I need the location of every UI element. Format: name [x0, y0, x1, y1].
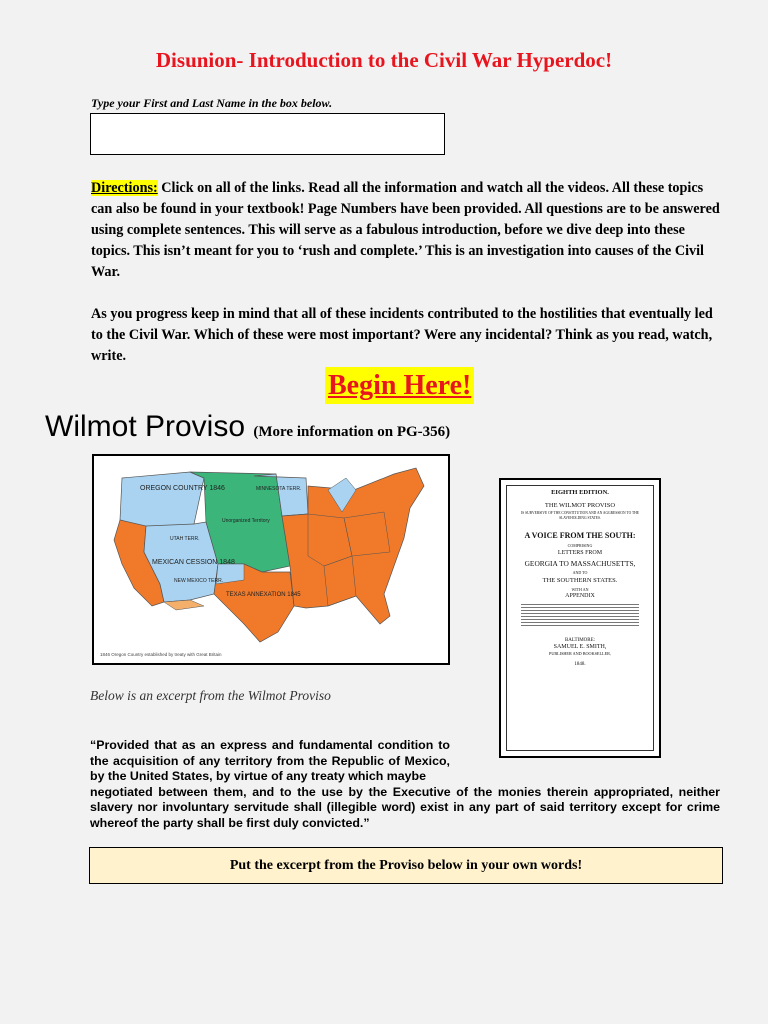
- wilmot-proviso-cover-image: [499, 478, 661, 758]
- section-title: Wilmot Proviso: [45, 410, 246, 443]
- cover-georgia: GEORGIA TO MASSACHUSETTS,: [524, 559, 636, 568]
- excerpt-part-1: “Provided that as an express and fundamental condition to the acquisition of any territory from the Republic of Mexico, by the United States, by virtue of any treaty which maybe: [90, 738, 450, 783]
- cover-desc: IS SUBVERSIVE OF THE CONSTITUTION AND AN AGGRESSION TO THE SLAVEHOLDING STATES.: [520, 511, 640, 520]
- name-input-box[interactable]: [90, 113, 445, 155]
- cover-publisher-2: PUBLISHER AND BOOKSELLER,: [548, 651, 611, 656]
- cover-year: 1848.: [574, 662, 586, 667]
- cover-letters: LETTERS FROM: [557, 550, 603, 556]
- cover-publisher: SAMUEL E. SMITH,: [553, 644, 607, 650]
- begin-here-link[interactable]: Begin Here!: [325, 367, 474, 404]
- map-label-newmexico: NEW MEXICO TERR.: [174, 578, 224, 584]
- progress-paragraph: As you progress keep in mind that all of these incidents contributed to the hostilities that eventually led to the Civil War. Which of these were most important? Were any incidental? Think as you read, watch, write.: [91, 306, 713, 364]
- directions-label: Directions:: [91, 180, 158, 196]
- us-map-graphic: [94, 456, 448, 663]
- own-words-prompt-box: Put the excerpt from the Proviso below in your own words!: [89, 847, 723, 884]
- excerpt-part-2: negotiated between them, and to the use by the Executive of the monies therein appropriated, neither slavery nor involuntary servitude shall (illegible word) exist in any part of said territory except for crime whereof the party shall be first duly convicted.”: [90, 784, 720, 830]
- cover-title: THE WILMOT PROVISO: [544, 502, 616, 509]
- territory-map-image: [92, 454, 450, 665]
- cover-voice: A VOICE FROM THE SOUTH:: [524, 531, 636, 540]
- directions-text: Click on all of the links. Read all the information and watch all the videos. All these topics can also be found in your textbook! Page Numbers have been provided. All questions are to be answered using complete sentences. This will serve as a fabulous introduction, before we dive deep into these topics. This isn’t meant for you to ‘rush and complete.’ This is an investigation into causes of the Civil War.: [91, 180, 720, 280]
- cover-border: [506, 485, 654, 751]
- proviso-excerpt: [90, 738, 720, 831]
- cover-fine-print: [521, 602, 639, 628]
- page-title: Disunion- Introduction to the Civil War Hyperdoc!: [155, 48, 613, 72]
- name-prompt: Type your First and Last Name in the box below.: [91, 96, 333, 110]
- map-label-mexican: MEXICAN CESSION 1848: [152, 559, 235, 566]
- cover-comprising: COMPRISING: [567, 543, 593, 548]
- map-label-unorganized: Unorganized Territory: [222, 518, 270, 524]
- directions-paragraph: [91, 178, 721, 283]
- map-label-texas: TEXAS ANNEXATION 1845: [226, 592, 301, 598]
- map-label-utah: UTAH TERR.: [170, 536, 200, 542]
- map-label-minnesota: MINNESOTA TERR.: [256, 486, 302, 492]
- cover-appendix: APPENDIX: [565, 593, 595, 599]
- cover-southern: THE SOUTHERN STATES.: [542, 577, 618, 584]
- cover-and: AND TO: [572, 570, 588, 575]
- section-subtitle: (More information on PG-356): [253, 424, 451, 440]
- cover-city: BALTIMORE:: [564, 638, 596, 643]
- section-heading: [45, 410, 450, 444]
- map-label-oregon: OREGON COUNTRY 1846: [140, 485, 225, 492]
- cover-edition: EIGHTH EDITION.: [551, 489, 609, 496]
- excerpt-caption: Below is an excerpt from the Wilmot Proviso: [90, 688, 331, 703]
- cover-with: WITH AN: [571, 587, 589, 592]
- map-note: 1846 Oregon Country established by treaty with Great Britain: [100, 652, 222, 657]
